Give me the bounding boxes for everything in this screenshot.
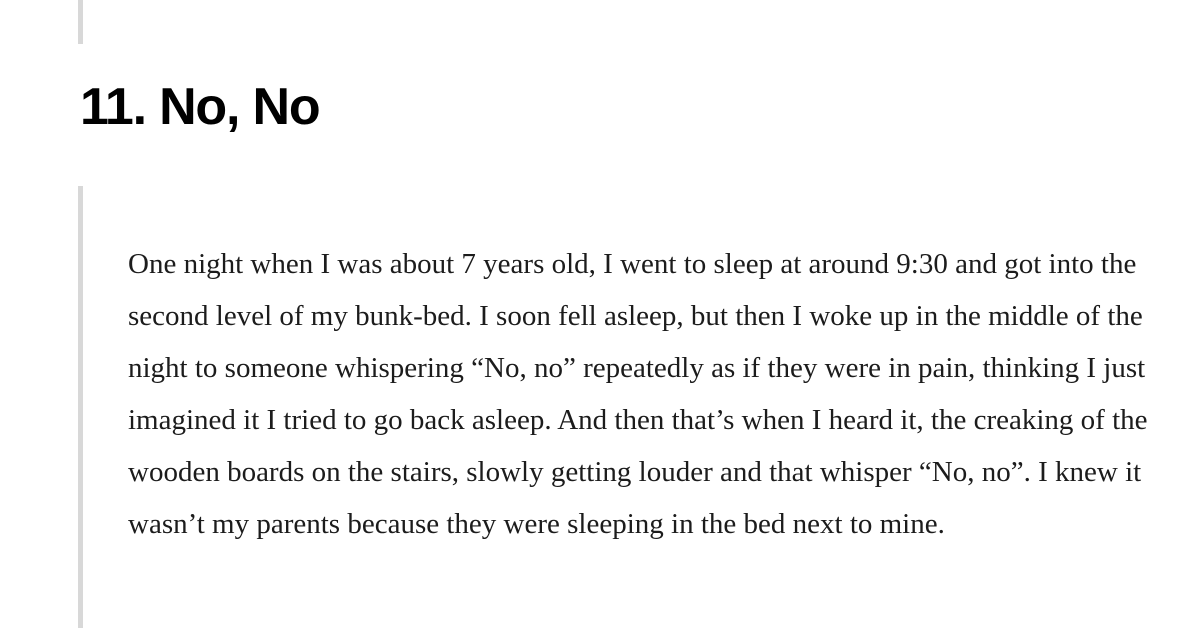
- article-body-paragraph: One night when I was about 7 years old, I went to sleep at around 9:30 and got into the second level of my bunk-bed. I soon fell asleep, but then I woke up in the middle of the night to someone whispering “No, no” repeatedly as if they were in pain, thinking I just imagined it I tried to go back asleep. And then that’s when I heard it, the creaking of the wooden boards on the stairs, slowly getting louder and that whisper “No, no”. I knew it wasn’t my parents because they were sleeping in the bed next to mine.: [128, 248, 1148, 540]
- left-accent-rule-body: [78, 186, 83, 628]
- page-title: 11. No, No: [80, 78, 320, 136]
- left-accent-rule-top: [78, 0, 83, 44]
